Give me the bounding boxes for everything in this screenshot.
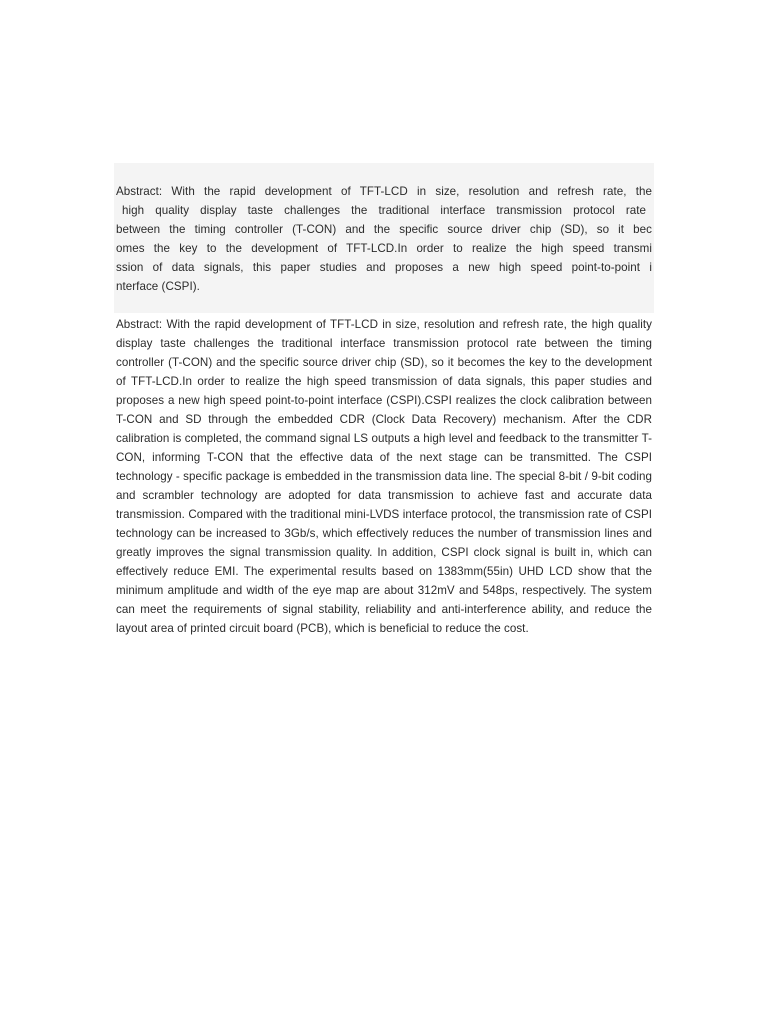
excerpt-line: omes the key to the development of TFT-LCD.In order to realize the high speed transmi (116, 242, 652, 255)
abstract-excerpt (116, 182, 652, 296)
excerpt-line: ssion of data signals, this paper studies and proposes a new high speed point-to-point i (116, 261, 652, 274)
excerpt-line: nterface (CSPI). (116, 280, 200, 293)
excerpt-line: between the timing controller (T-CON) and the specific source driver chip (SD), so it bec (116, 223, 652, 236)
excerpt-line: Abstract: With the rapid development of TFT-LCD in size, resolution and refresh rate, the (116, 185, 652, 198)
abstract-full: Abstract: With the rapid development of TFT-LCD in size, resolution and refresh rate, the high quality display taste challenges the traditional interface transmission protocol rate between the timing controller (T-CON) and the specific source driver chip (SD), so it becomes the key to the development of TFT-LCD.In order to realize the high speed transmission of data signals, this paper studies and proposes a new high speed point-to-point interface (CSPI).CSPI realizes the clock calibration between T-CON and SD through the embedded CDR (Clock Data Recovery) mechanism. After the CDR calibration is completed, the command signal LS outputs a high level and feedback to the transmitter T-CON, informing T-CON that the effective data of the next stage can be transmitted. The CSPI technology - specific package is embedded in the transmission data line. The special 8-bit / 9-bit coding and scrambler technology are adopted for data transmission to achieve fast and accurate data transmission. Compared with the traditional mini-LVDS interface protocol, the transmission rate of CSPI technology can be increased to 3Gb/s, which effectively reduces the number of transmission lines and greatly improves the signal transmission quality. In addition, CSPI clock signal is built in, which can effectively reduce EMI. The experimental results based on 1383mm(55in) UHD LCD show that the minimum amplitude and width of the eye map are about 312mV and 548ps, respectively. The system can meet the requirements of signal stability, reliability and anti-interference ability, and reduce the layout area of printed circuit board (PCB), which is beneficial to reduce the cost. (116, 318, 652, 635)
excerpt-line: high quality display taste challenges the traditional interface transmission protocol rate (122, 204, 646, 217)
